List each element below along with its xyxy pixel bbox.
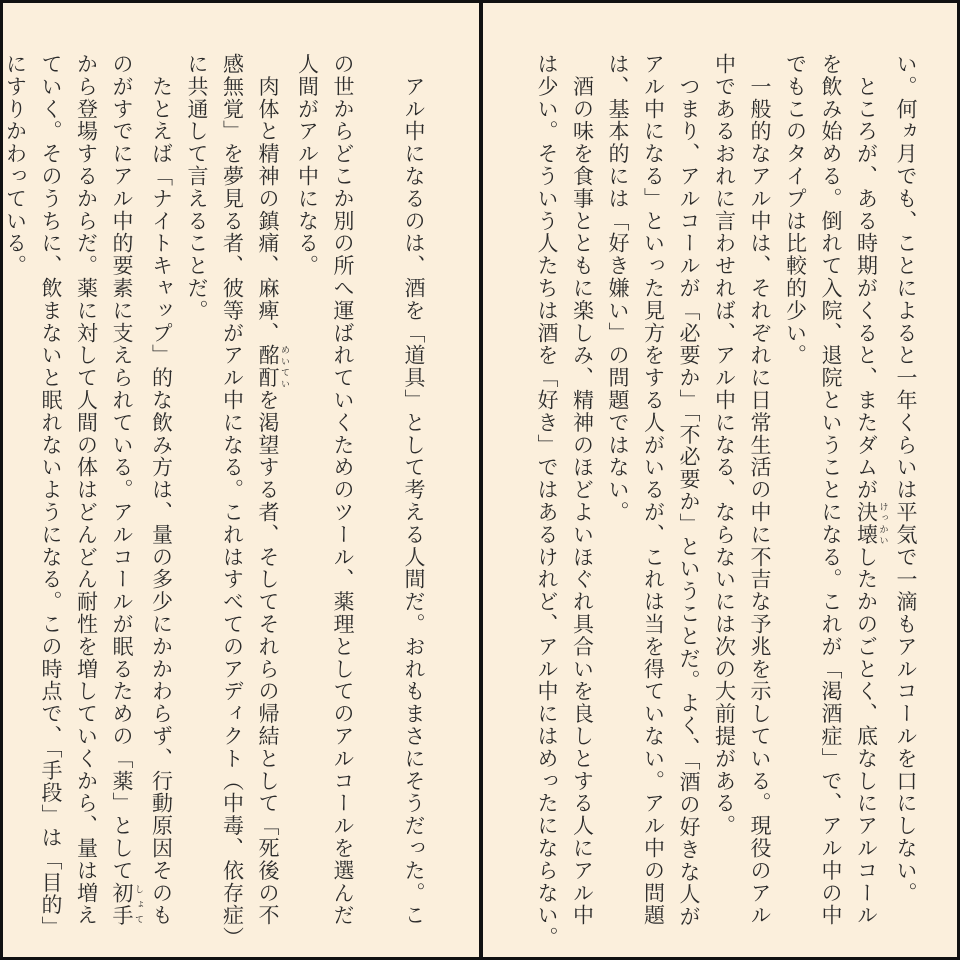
ruby-suffix: したかのごとく、底なしにアルコール	[854, 545, 879, 927]
ruby-shote: 初手 しょて	[110, 881, 143, 927]
right-line-3: を飲み始める。倒れて入院、退院ということになる。これが「渇酒症」で、アル中の中	[819, 53, 843, 927]
left-page	[3, 3, 479, 957]
left-line-2: の世からどこか別の所へ運ばれていくためのツール、薬理としてのアルコールを選んだ	[331, 53, 355, 927]
left-line-1: アル中になるのは、酒を「道具」として考える人間だ。おれもまさにそうだった。こ	[402, 53, 426, 927]
ruby-prefix: のがすでにアル中的要素に支えられている。アルコールが眠るための「薬」として	[110, 53, 134, 882]
right-line-10: 酒の味を食事とともに楽しみ、精神のほどよいほぐれ具合いを良しとする人にアル中	[570, 53, 595, 927]
left-page-text	[3, 53, 431, 949]
left-line-11: にすりかわっている。	[3, 53, 28, 277]
left-line-10: ていく。そのうちに、飲まないと眠れないようになる。この時点で、「手段」は「目的」	[39, 53, 63, 939]
right-line-2	[848, 53, 888, 933]
ruby-kekkai: 決壊 けっかい	[854, 501, 888, 546]
ruby-prefix: 肉体と精神の鎮痛、麻痺、	[256, 53, 280, 345]
left-line-4	[250, 53, 290, 933]
left-line-3: 人間がアル中になる。	[295, 53, 320, 277]
right-line-8: アル中になる」といった見方をする人がいるが、これは当を得ていない。アル中の問題	[641, 53, 666, 927]
left-line-7: たとえば「ナイトキャップ」的な飲み方は、量の多少にかかわらず、行動原因そのも	[149, 53, 174, 927]
right-line-4: でもこのタイプは比較的少い。	[783, 53, 808, 367]
right-line-5: 一般的なアル中は、それぞれに日常生活の中に不吉な予兆を示している。現役のアル	[748, 53, 772, 927]
left-line-5: 感無覚」を夢見る者、彼等がアル中になる。これはすべてのアディクト（中毒、依存症）	[220, 53, 245, 949]
ruby-suffix: を渇望する者、そしてそれらの帰結として「死後の不	[256, 389, 280, 927]
ruby-prefix: ところが、ある時期がくると、またダムが	[854, 53, 879, 501]
left-line-6: に共通して言えることだ。	[185, 53, 209, 322]
left-line-8	[104, 53, 144, 933]
right-line-11: は少い。そういう人たちは酒を「好き」ではあるけれど、アル中にはめったにならない。	[535, 53, 559, 949]
left-line-9: から登場するからだ。薬に対して人間の体はどんどん耐性を増していくから、量は増え	[74, 53, 99, 927]
right-page-text	[529, 53, 924, 949]
right-line-9: は、基本的には「好き嫌い」の問題ではない。	[606, 53, 630, 524]
right-line-1: い。何ヵ月でも、ことによると一年くらいは平気で一滴もアルコールを口にしない。	[894, 53, 918, 905]
right-line-7: つまり、アルコールが「必要か」「不必要か」ということだ。よく、「酒の好きな人が	[677, 53, 701, 928]
ruby-meitei: 酩酊 めいてい	[256, 344, 289, 390]
right-page	[483, 3, 957, 957]
right-line-6: 中であるおれに言わせれば、アル中になる、ならないには次の大前提がある。	[712, 53, 737, 837]
